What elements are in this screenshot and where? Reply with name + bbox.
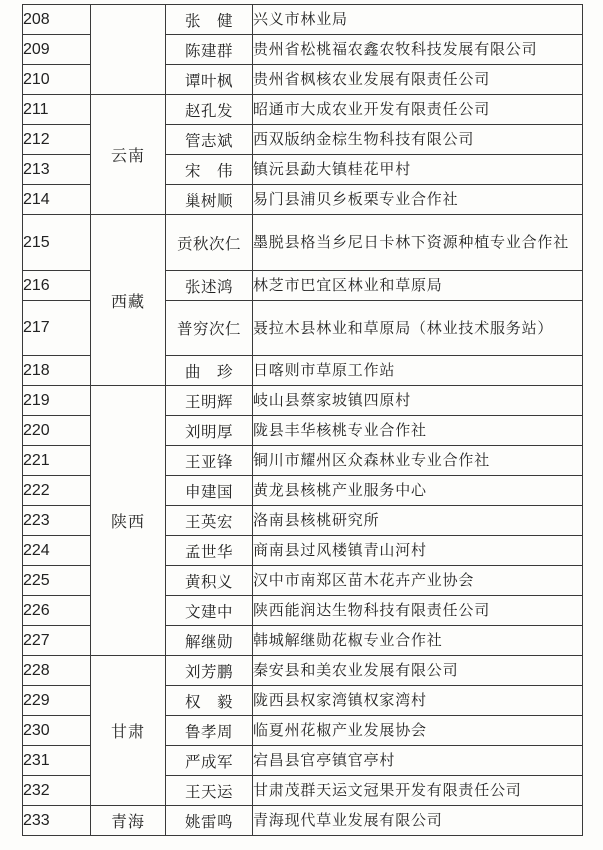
organization-name: 陕西能润达生物科技有限责任公司 [253, 596, 583, 626]
person-name: 普穷次仁 [166, 301, 253, 356]
organization-name: 兴义市林业局 [253, 5, 583, 35]
organization-name: 秦安县和美农业发展有限公司 [253, 656, 583, 686]
person-name: 王明辉 [166, 386, 253, 416]
row-number: 227 [23, 626, 91, 656]
table-row [23, 656, 583, 686]
row-number: 228 [23, 656, 91, 686]
row-number: 215 [23, 215, 91, 271]
row-number: 212 [23, 125, 91, 155]
province-cell: 云南 [91, 95, 166, 215]
organization-name: 林芝市巴宜区林业和草原局 [253, 271, 583, 301]
province-cell: 陕西 [91, 386, 166, 656]
row-number: 226 [23, 596, 91, 626]
row-number: 218 [23, 356, 91, 386]
province-cell: 甘肃 [91, 656, 166, 806]
organization-name: 易门县浦贝乡板栗专业合作社 [253, 185, 583, 215]
organization-name: 墨脱县格当乡尼日卡林下资源种植专业合作社 [253, 215, 583, 271]
organization-name: 铜川市耀州区众森林业专业合作社 [253, 446, 583, 476]
person-name: 文建中 [166, 596, 253, 626]
row-number: 220 [23, 416, 91, 446]
row-number: 221 [23, 446, 91, 476]
person-name: 赵孔发 [166, 95, 253, 125]
row-number: 217 [23, 301, 91, 356]
organization-name: 西双版纳金棕生物科技有限公司 [253, 125, 583, 155]
organization-name: 临夏州花椒产业发展协会 [253, 716, 583, 746]
person-name: 刘明厚 [166, 416, 253, 446]
person-name: 宋 伟 [166, 155, 253, 185]
person-name: 王天运 [166, 776, 253, 806]
row-number: 230 [23, 716, 91, 746]
row-number: 225 [23, 566, 91, 596]
organization-name: 昭通市大成农业开发有限责任公司 [253, 95, 583, 125]
province-cell [91, 5, 166, 95]
organization-name: 陇县丰华核桃专业合作社 [253, 416, 583, 446]
organization-name: 镇沅县勐大镇桂花甲村 [253, 155, 583, 185]
person-name: 鲁孝周 [166, 716, 253, 746]
roster-table [22, 4, 583, 836]
table-row [23, 386, 583, 416]
organization-name: 陇西县权家湾镇权家湾村 [253, 686, 583, 716]
table-row [23, 5, 583, 35]
row-number: 219 [23, 386, 91, 416]
row-number: 232 [23, 776, 91, 806]
person-name: 张述鸿 [166, 271, 253, 301]
organization-name: 日喀则市草原工作站 [253, 356, 583, 386]
row-number: 209 [23, 35, 91, 65]
person-name: 权 毅 [166, 686, 253, 716]
organization-name: 宕昌县官亭镇官亭村 [253, 746, 583, 776]
person-name: 解继勋 [166, 626, 253, 656]
row-number: 231 [23, 746, 91, 776]
person-name: 陈建群 [166, 35, 253, 65]
person-name: 刘芳鹏 [166, 656, 253, 686]
person-name: 王亚锋 [166, 446, 253, 476]
row-number: 223 [23, 506, 91, 536]
organization-name: 洛南县核桃研究所 [253, 506, 583, 536]
person-name: 申建国 [166, 476, 253, 506]
person-name: 姚雷鸣 [166, 806, 253, 836]
organization-name: 聂拉木县林业和草原局（林业技术服务站） [253, 301, 583, 356]
organization-name: 商南县过风楼镇青山河村 [253, 536, 583, 566]
row-number: 233 [23, 806, 91, 836]
row-number: 222 [23, 476, 91, 506]
organization-name: 黄龙县核桃产业服务中心 [253, 476, 583, 506]
person-name: 张 健 [166, 5, 253, 35]
row-number: 229 [23, 686, 91, 716]
person-name: 严成军 [166, 746, 253, 776]
person-name: 谭叶枫 [166, 65, 253, 95]
person-name: 黄积义 [166, 566, 253, 596]
row-number: 208 [23, 5, 91, 35]
person-name: 王英宏 [166, 506, 253, 536]
row-number: 214 [23, 185, 91, 215]
row-number: 216 [23, 271, 91, 301]
province-cell: 青海 [91, 806, 166, 836]
roster-body [23, 5, 583, 836]
person-name: 曲 珍 [166, 356, 253, 386]
organization-name: 韩城解继勋花椒专业合作社 [253, 626, 583, 656]
table-row [23, 95, 583, 125]
person-name: 巢树顺 [166, 185, 253, 215]
province-cell: 西藏 [91, 215, 166, 386]
row-number: 213 [23, 155, 91, 185]
person-name: 贡秋次仁 [166, 215, 253, 271]
organization-name: 岐山县蔡家坡镇四原村 [253, 386, 583, 416]
person-name: 管志斌 [166, 125, 253, 155]
organization-name: 贵州省松桃福农鑫农牧科技发展有限公司 [253, 35, 583, 65]
row-number: 211 [23, 95, 91, 125]
table-row [23, 215, 583, 271]
row-number: 210 [23, 65, 91, 95]
row-number: 224 [23, 536, 91, 566]
organization-name: 甘肃茂群天运文冠果开发有限责任公司 [253, 776, 583, 806]
person-name: 孟世华 [166, 536, 253, 566]
organization-name: 青海现代草业发展有限公司 [253, 806, 583, 836]
organization-name: 汉中市南郑区苗木花卉产业协会 [253, 566, 583, 596]
organization-name: 贵州省枫核农业发展有限责任公司 [253, 65, 583, 95]
table-row [23, 806, 583, 836]
